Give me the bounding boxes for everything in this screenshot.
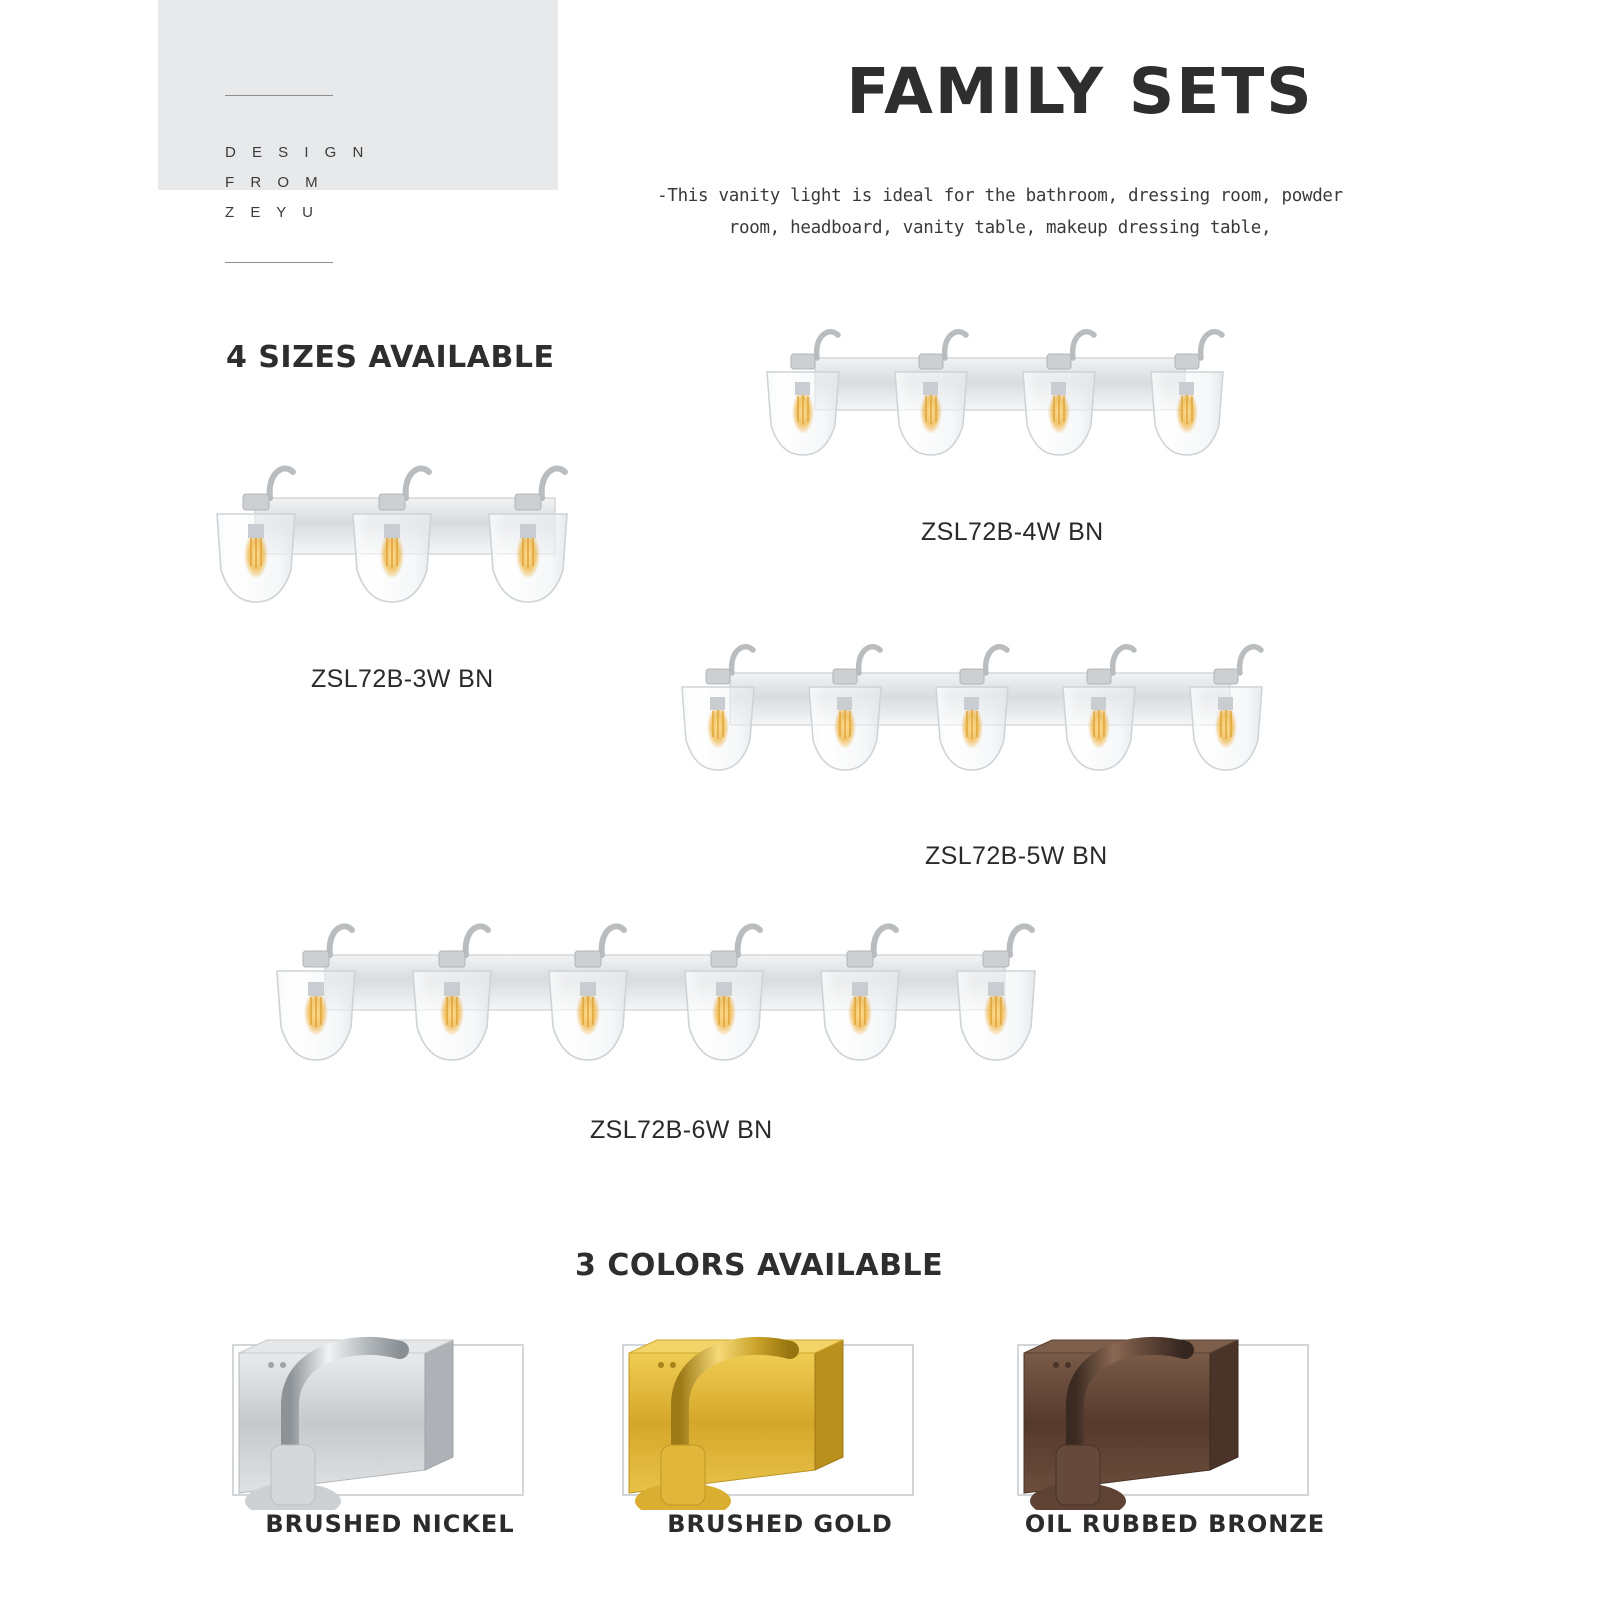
product-label-zsl72b-4w: ZSL72B-4W BN (921, 518, 1104, 546)
color-sample-oil-rubbed-bronze (1000, 1295, 1350, 1510)
product-image-zsl72b-4w (745, 310, 1305, 510)
product-label-zsl72b-5w: ZSL72B-5W BN (925, 842, 1108, 870)
brand-block (225, 95, 405, 263)
color-label-brushed-gold: BRUSHED GOLD (667, 1510, 893, 1538)
divider-top (225, 95, 333, 96)
product-image-zsl72b-3w (195, 440, 625, 640)
color-sample-brushed-nickel (215, 1295, 565, 1510)
product-image-zsl72b-5w (660, 625, 1380, 825)
divider-bottom (225, 262, 333, 263)
product-label-zsl72b-6w: ZSL72B-6W BN (590, 1116, 773, 1144)
color-label-oil-rubbed-bronze: OIL RUBBED BRONZE (1024, 1510, 1326, 1538)
brand-line-3: Z E Y U (225, 204, 319, 221)
product-label-zsl72b-3w: ZSL72B-3W BN (311, 665, 494, 693)
colors-section-title: 3 COLORS AVAILABLE (575, 1248, 944, 1283)
brand-line-2: F R O M (225, 174, 324, 191)
sizes-section-title: 4 SIZES AVAILABLE (226, 340, 555, 375)
brand-line-1: D E S I G N (225, 144, 370, 161)
color-label-brushed-nickel: BRUSHED NICKEL (265, 1510, 515, 1538)
product-image-zsl72b-6w (255, 905, 1155, 1115)
page-description: -This vanity light is ideal for the bathroom, dressing room, powder room, headboard, vanity table, makeup dressing table, (657, 186, 1343, 238)
page-title: FAMILY SETS (846, 55, 1314, 128)
color-sample-brushed-gold (605, 1295, 955, 1510)
